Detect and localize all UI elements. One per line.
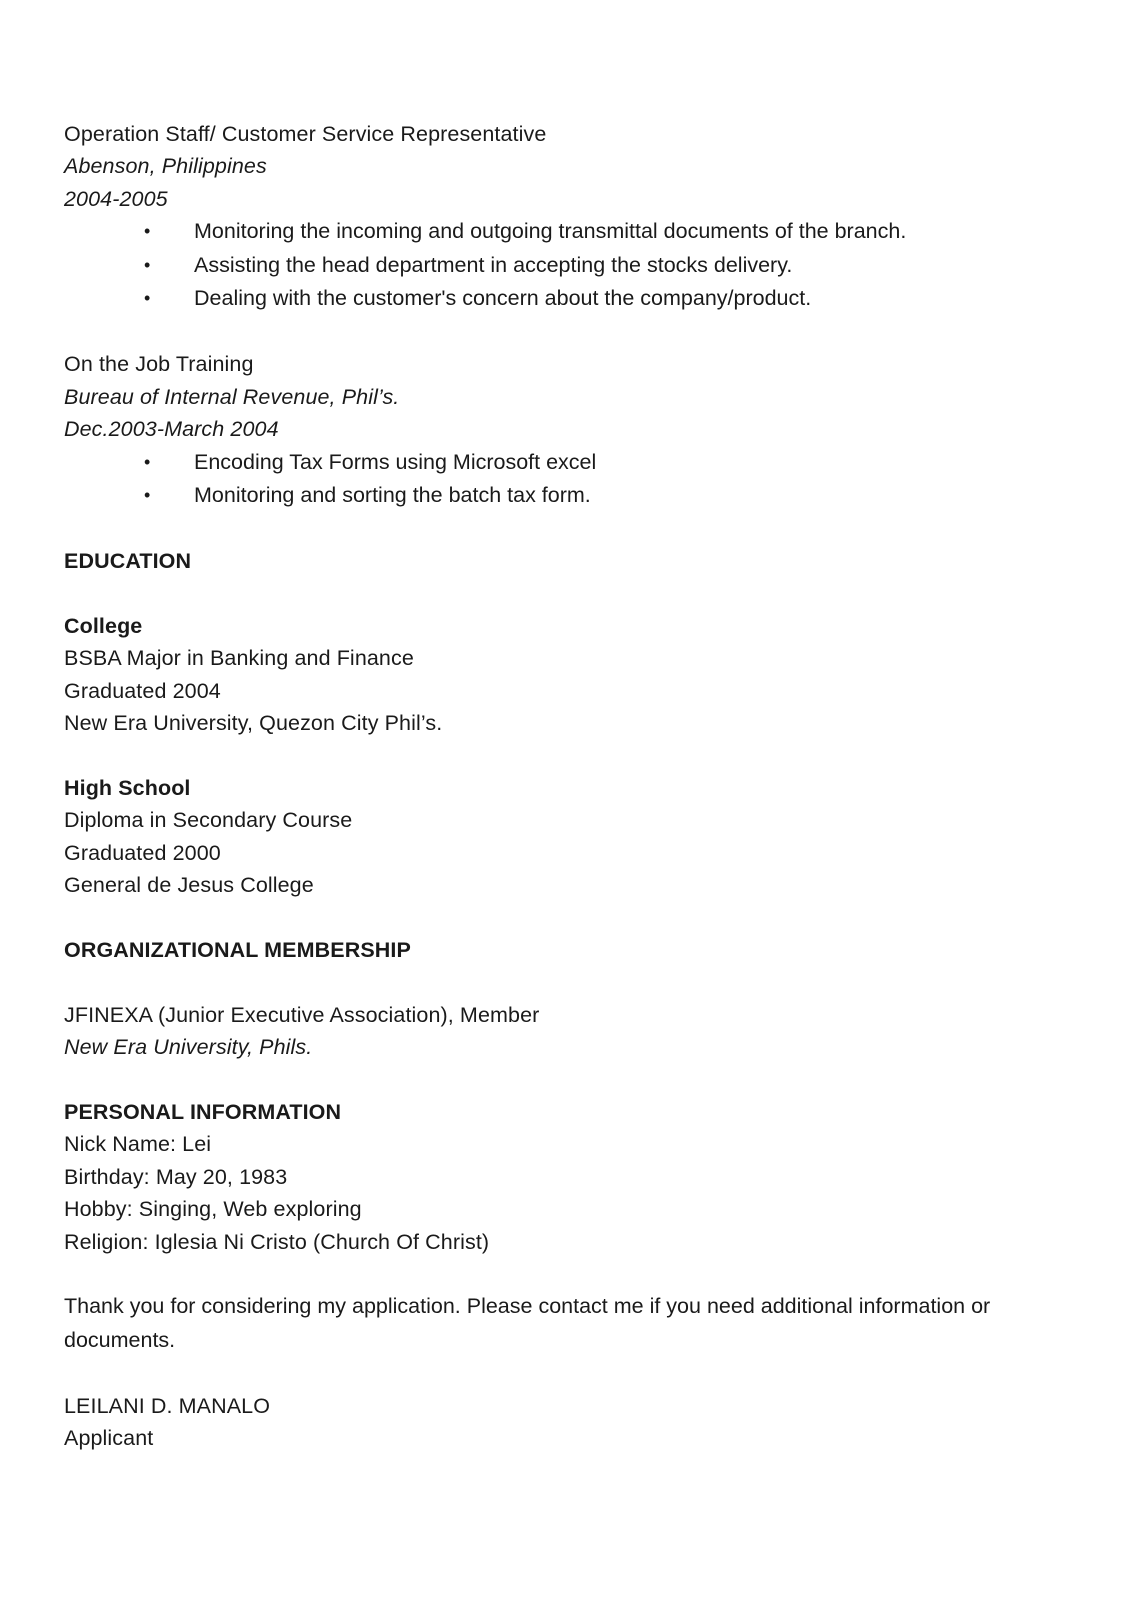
experience-1-duty-list: [64, 215, 1041, 316]
organizational-membership-heading: ORGANIZATIONAL MEMBERSHIP: [64, 938, 411, 963]
personal-information-section: [64, 1096, 1041, 1258]
bullet-dot-icon: •: [144, 254, 151, 275]
bullet-dot-icon: •: [144, 221, 151, 242]
spacer: [64, 578, 1041, 610]
spacer: [64, 902, 1041, 934]
education-high-school-block: [64, 772, 1041, 902]
high-school-school: General de Jesus College: [64, 873, 314, 898]
document-body: [64, 118, 1041, 1455]
closing-paragraph-line-1: Thank you for considering my application. Please contact me if you need additional information or: [64, 1294, 991, 1319]
membership-organization: JFINEXA (Junior Executive Association), Member: [64, 1002, 540, 1027]
high-school-degree: Diploma in Secondary Course: [64, 808, 353, 833]
education-section: [64, 545, 1041, 901]
personal-information-heading: PERSONAL INFORMATION: [64, 1100, 342, 1125]
spacer: [64, 1258, 1041, 1290]
spacer: [64, 1064, 1041, 1096]
experience-2-duty-list: [64, 446, 1041, 513]
spacer: [64, 966, 1041, 998]
bullet-dot-icon: •: [144, 451, 151, 472]
education-college-block: [64, 610, 1041, 740]
signature-block: [64, 1390, 1041, 1455]
closing-paragraph-line-2: documents.: [64, 1328, 176, 1353]
personal-hobby: Hobby: Singing, Web exploring: [64, 1197, 362, 1222]
spacer: [64, 513, 1041, 545]
college-school: New Era University, Quezon City Phil’s.: [64, 711, 443, 736]
spacer: [64, 316, 1041, 348]
experience-2-dates: Dec.2003-March 2004: [64, 417, 279, 442]
high-school-graduated: Graduated 2000: [64, 840, 221, 865]
list-item: [64, 446, 1041, 480]
personal-religion: Religion: Iglesia Ni Cristo (Church Of Christ): [64, 1229, 490, 1254]
organizational-membership-section: [64, 934, 1041, 1064]
list-item: [64, 249, 1041, 283]
membership-affiliation: New Era University, Phils.: [64, 1035, 313, 1060]
list-item: [64, 282, 1041, 316]
list-item-text: Monitoring and sorting the batch tax form.: [194, 483, 591, 508]
college-degree: BSBA Major in Banking and Finance: [64, 646, 414, 671]
experience-2-job-title: On the Job Training: [64, 352, 254, 377]
high-school-label: High School: [64, 776, 191, 800]
signature-role: Applicant: [64, 1426, 154, 1451]
college-label: College: [64, 613, 143, 638]
list-item: [64, 215, 1041, 249]
experience-1-company: Abenson, Philippines: [64, 154, 267, 179]
bullet-dot-icon: •: [144, 288, 151, 309]
list-item: [64, 479, 1041, 513]
experience-block-2: [64, 348, 1041, 512]
personal-birthday: Birthday: May 20, 1983: [64, 1164, 288, 1189]
personal-nick-name: Nick Name: Lei: [64, 1132, 212, 1157]
list-item-text: Monitoring the incoming and outgoing transmittal documents of the branch.: [194, 219, 907, 244]
experience-1-job-title: Operation Staff/ Customer Service Representative: [64, 122, 547, 146]
signature-name: LEILANI D. MANALO: [64, 1394, 271, 1419]
experience-2-company: Bureau of Internal Revenue, Phil’s.: [64, 384, 400, 409]
experience-1-dates: 2004-2005: [64, 186, 168, 211]
spacer: [64, 1358, 1041, 1390]
experience-block-1: [64, 118, 1041, 316]
list-item-text: Encoding Tax Forms using Microsoft excel: [194, 449, 597, 474]
bullet-dot-icon: •: [144, 485, 151, 506]
closing-paragraph: [64, 1290, 1041, 1357]
list-item-text: Dealing with the customer's concern about the company/product.: [194, 286, 812, 311]
list-item-text: Assisting the head department in accepting the stocks delivery.: [194, 252, 793, 277]
education-heading: EDUCATION: [64, 549, 192, 574]
college-graduated: Graduated 2004: [64, 678, 221, 703]
spacer: [64, 740, 1041, 772]
